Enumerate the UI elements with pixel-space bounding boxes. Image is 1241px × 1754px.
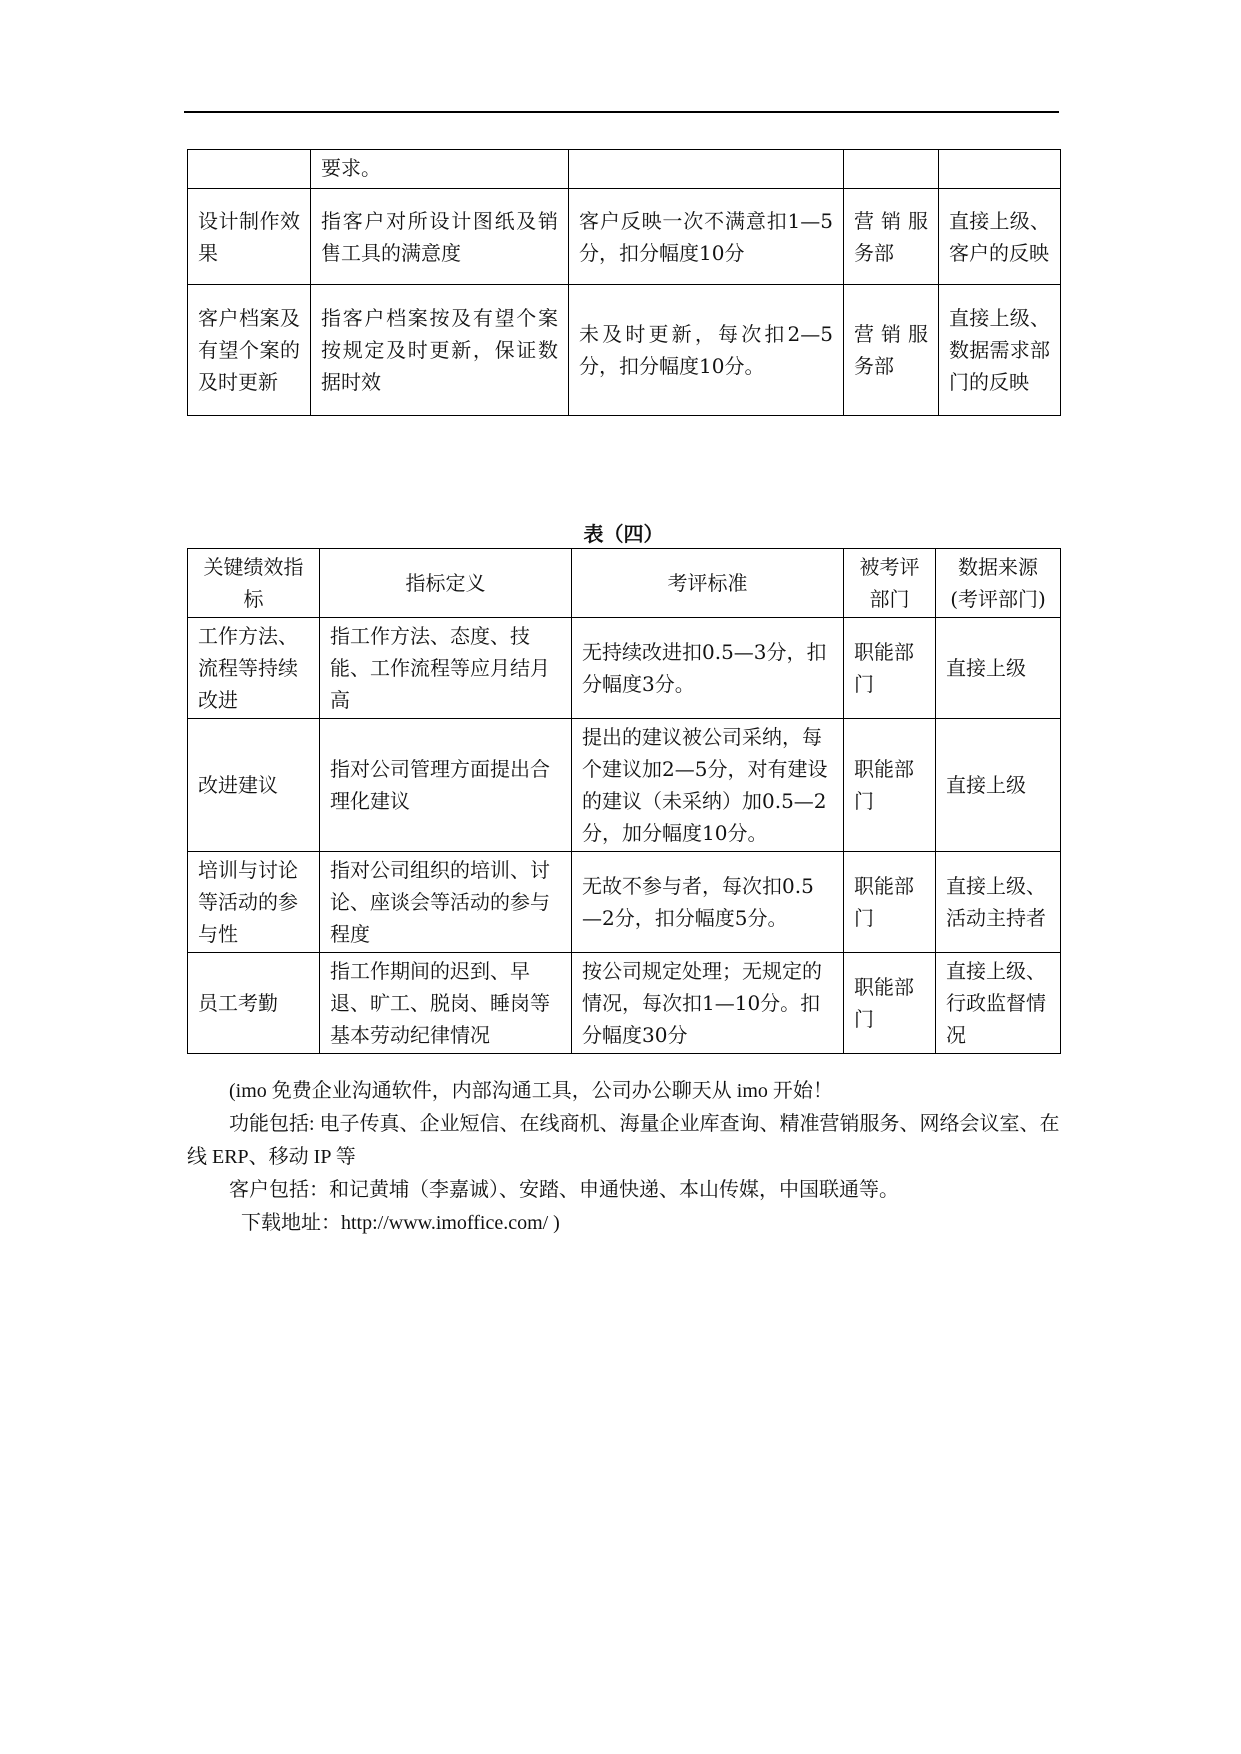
table-cell: 指客户对所设计图纸及销售工具的满意度 bbox=[311, 189, 569, 285]
column-header: 被考评部门 bbox=[844, 549, 936, 618]
table-cell: 工作方法、流程等持续改进 bbox=[188, 618, 320, 719]
table-cell: 培训与讨论等活动的参与性 bbox=[188, 852, 320, 953]
table-cell bbox=[188, 150, 311, 189]
table-cell: 客户档案及有望个案的及时更新 bbox=[188, 285, 311, 416]
kpi-table-continued bbox=[187, 149, 1061, 416]
column-header: 考评标准 bbox=[572, 549, 844, 618]
table-cell: 指客户档案按及有望个案按规定及时更新，保证数据时效 bbox=[311, 285, 569, 416]
table-cell: 指工作期间的迟到、早退、旷工、脱岗、睡岗等基本劳动纪律情况 bbox=[320, 953, 572, 1054]
table-cell: 客户反映一次不满意扣1—5分，扣分幅度10分 bbox=[569, 189, 844, 285]
table-row bbox=[188, 189, 1061, 285]
table-cell: 未及时更新，每次扣2—5分，扣分幅度10分。 bbox=[569, 285, 844, 416]
table-cell: 改进建议 bbox=[188, 719, 320, 852]
header-rule bbox=[184, 111, 1059, 113]
table-row bbox=[188, 719, 1061, 852]
table-cell: 营销服务部 bbox=[844, 189, 939, 285]
table-cell: 职能部门 bbox=[844, 953, 936, 1054]
column-header: 数据来源(考评部门) bbox=[936, 549, 1061, 618]
table-cell: 指工作方法、态度、技能、工作流程等应月结月高 bbox=[320, 618, 572, 719]
table-cell bbox=[844, 150, 939, 189]
table-cell: 无持续改进扣0.5—3分，扣分幅度3分。 bbox=[572, 618, 844, 719]
table-cell: 指对公司组织的培训、讨论、座谈会等活动的参与程度 bbox=[320, 852, 572, 953]
table-cell: 无故不参与者，每次扣0.5—2分，扣分幅度5分。 bbox=[572, 852, 844, 953]
footer-line: 下载地址：http://www.imoffice.com/ ) bbox=[241, 1212, 560, 1234]
table-cell bbox=[939, 150, 1061, 189]
table-cell: 职能部门 bbox=[844, 719, 936, 852]
table-cell: 设计制作效果 bbox=[188, 189, 311, 285]
table-cell: 直接上级、行政监督情况 bbox=[936, 953, 1061, 1054]
table-cell: 职能部门 bbox=[844, 852, 936, 953]
footer-notes bbox=[187, 1075, 1060, 1240]
footer-line: 功能包括: 电子传真、企业短信、在线商机、海量企业库查询、精准营销服务、网络会议室、在线 ERP、移动 IP 等 bbox=[187, 1113, 1060, 1168]
table-row bbox=[188, 953, 1061, 1054]
column-header: 指标定义 bbox=[320, 549, 572, 618]
footer-line: (imo 免费企业沟通软件，内部沟通工具，公司办公聊天从 imo 开始！ bbox=[229, 1080, 833, 1102]
table-cell: 要求。 bbox=[311, 150, 569, 189]
table-caption: 表（四） bbox=[583, 522, 664, 546]
table-row bbox=[188, 852, 1061, 953]
table-cell: 按公司规定处理；无规定的情况，每次扣1—10分。扣分幅度30分 bbox=[572, 953, 844, 1054]
table-row bbox=[188, 150, 1061, 189]
table-cell: 提出的建议被公司采纳，每个建议加2—5分，对有建设的建议（未采纳）加0.5—2分，加分幅度10分。 bbox=[572, 719, 844, 852]
footer-line: 客户包括：和记黄埔（李嘉诚）、安踏、申通快递、本山传媒，中国联通等。 bbox=[229, 1179, 899, 1201]
table-cell: 直接上级 bbox=[936, 719, 1061, 852]
table-cell: 直接上级、客户的反映 bbox=[939, 189, 1061, 285]
table-cell bbox=[569, 150, 844, 189]
table-row bbox=[188, 618, 1061, 719]
table-cell: 直接上级、数据需求部门的反映 bbox=[939, 285, 1061, 416]
table-cell: 指对公司管理方面提出合理化建议 bbox=[320, 719, 572, 852]
column-header: 关键绩效指标 bbox=[188, 549, 320, 618]
table-header-row bbox=[188, 549, 1061, 618]
kpi-table-4 bbox=[187, 548, 1061, 1054]
table-cell: 营销服务部 bbox=[844, 285, 939, 416]
table-row bbox=[188, 285, 1061, 416]
table-cell: 员工考勤 bbox=[188, 953, 320, 1054]
table-cell: 直接上级、活动主持者 bbox=[936, 852, 1061, 953]
table-cell: 直接上级 bbox=[936, 618, 1061, 719]
table-cell: 职能部门 bbox=[844, 618, 936, 719]
